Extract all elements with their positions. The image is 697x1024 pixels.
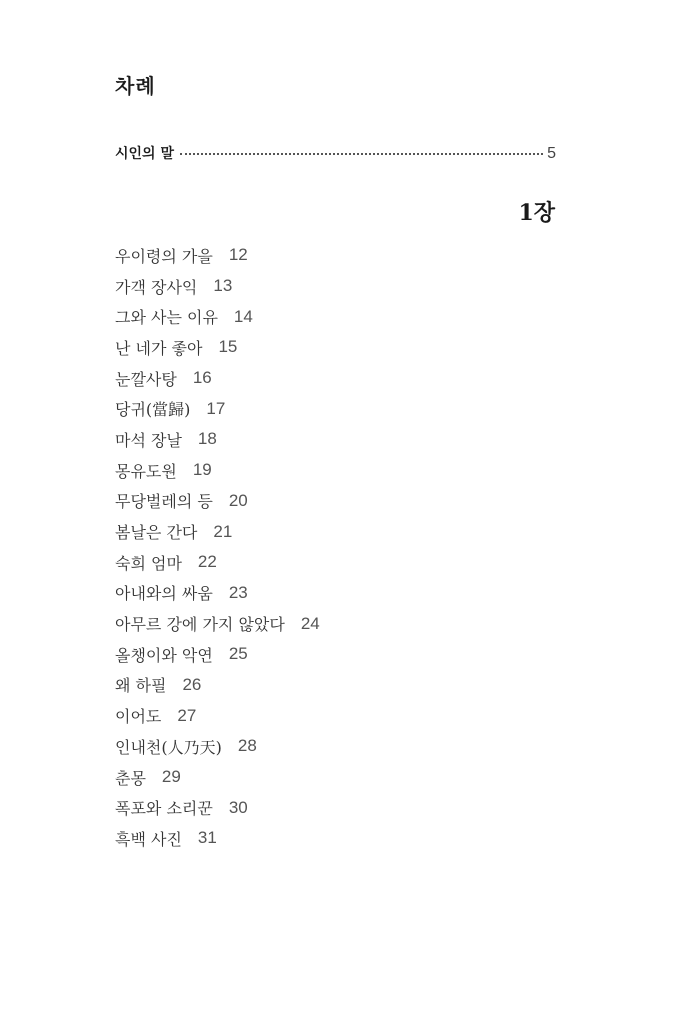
toc-entry[interactable] (115, 486, 320, 517)
preface-page-number: 5 (547, 145, 556, 162)
toc-entry-page-number: 15 (218, 337, 238, 357)
toc-entry-title: 우이령의 가을 (115, 246, 213, 266)
toc-entry[interactable] (115, 731, 320, 762)
toc-entry[interactable] (115, 762, 320, 793)
chapter-heading: 1장 (518, 200, 555, 226)
toc-list (115, 240, 320, 854)
toc-entry-page-number: 13 (213, 276, 233, 296)
toc-entry-title: 난 네가 좋아 (115, 338, 203, 358)
toc-entry-title: 폭포와 소리꾼 (115, 799, 213, 819)
toc-entry-title: 인내천(人乃天) (115, 737, 222, 757)
toc-entry-title: 아무르 강에 가지 않았다 (115, 615, 285, 635)
toc-entry-title: 몽유도원 (115, 461, 177, 481)
toc-entry[interactable] (115, 608, 320, 639)
toc-entry[interactable] (115, 363, 320, 394)
toc-entry[interactable] (115, 670, 320, 701)
toc-entry-page-number: 27 (177, 705, 197, 725)
toc-entry-title: 마석 장날 (115, 430, 182, 450)
toc-entry-page-number: 21 (213, 521, 233, 541)
toc-entry-page-number: 25 (228, 644, 248, 664)
toc-entry-title: 흑백 사진 (115, 829, 182, 849)
toc-entry[interactable] (115, 792, 320, 823)
toc-entry-title: 올챙이와 악연 (115, 645, 213, 665)
toc-entry-page-number: 12 (228, 245, 248, 265)
toc-entry-page-number: 18 (197, 429, 217, 449)
toc-entry-title: 이어도 (115, 707, 162, 727)
toc-entry-page-number: 29 (161, 767, 181, 787)
toc-entry-page-number: 17 (206, 398, 226, 418)
toc-entry-page-number: 28 (237, 736, 257, 756)
toc-entry-title: 눈깔사탕 (115, 369, 177, 389)
toc-entry[interactable] (115, 455, 320, 486)
preface-entry[interactable] (115, 143, 556, 163)
toc-entry-page-number: 31 (197, 828, 217, 848)
toc-entry[interactable] (115, 700, 320, 731)
toc-entry-page-number: 22 (197, 552, 217, 572)
toc-entry-title: 숙희 엄마 (115, 553, 182, 573)
toc-entry-page-number: 14 (233, 306, 253, 326)
toc-entry[interactable] (115, 639, 320, 670)
toc-entry-page-number: 16 (192, 368, 212, 388)
toc-entry[interactable] (115, 393, 320, 424)
toc-entry-page-number: 19 (192, 460, 212, 480)
toc-entry-page-number: 26 (182, 674, 202, 694)
toc-entry-title: 아내와의 싸움 (115, 584, 213, 604)
toc-entry[interactable] (115, 424, 320, 455)
toc-entry-title: 봄날은 간다 (115, 523, 198, 543)
toc-entry[interactable] (115, 271, 320, 302)
preface-label: 시인의 말 (115, 146, 174, 162)
dot-leader (180, 153, 543, 155)
toc-entry-page-number: 23 (228, 582, 248, 602)
toc-entry-title: 그와 사는 이유 (115, 308, 218, 328)
toc-entry-title: 무당벌레의 등 (115, 492, 213, 512)
toc-entry[interactable] (115, 547, 320, 578)
toc-entry-title: 왜 하필 (115, 676, 167, 696)
toc-entry-title: 춘몽 (115, 768, 146, 788)
toc-entry[interactable] (115, 301, 320, 332)
toc-entry-page-number: 20 (228, 490, 248, 510)
toc-entry[interactable] (115, 332, 320, 363)
toc-entry-page-number: 30 (228, 797, 248, 817)
toc-entry-page-number: 24 (300, 613, 320, 633)
toc-entry-title: 당귀(當歸) (115, 400, 191, 420)
toc-entry[interactable] (115, 240, 320, 271)
toc-entry[interactable] (115, 578, 320, 609)
toc-entry[interactable] (115, 823, 320, 854)
page-title: 차례 (115, 74, 156, 98)
toc-entry-title: 가객 장사익 (115, 277, 198, 297)
toc-entry[interactable] (115, 516, 320, 547)
